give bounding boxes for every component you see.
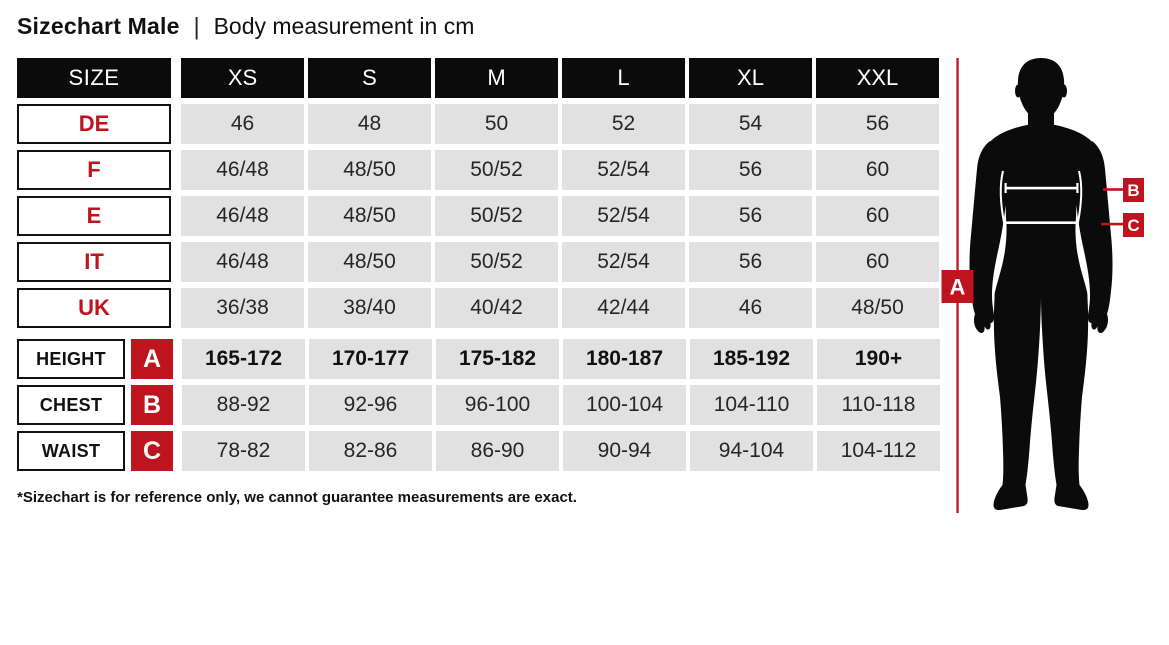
table-marker-b: B <box>131 385 173 425</box>
silhouette-ear-left <box>1015 85 1021 98</box>
table-marker-c: C <box>131 431 173 471</box>
measurement-value-cell: 86-90 <box>436 431 559 471</box>
size-table <box>17 58 940 477</box>
size-header-xl: XL <box>689 58 812 98</box>
measurement-value-cell: 165-172 <box>182 339 305 379</box>
size-value-cell: 50/52 <box>435 196 558 236</box>
size-value-cell: 36/38 <box>181 288 304 328</box>
size-value-cell: 46 <box>181 104 304 144</box>
size-value-cell: 56 <box>689 242 812 282</box>
size-header-xxl: XXL <box>816 58 939 98</box>
title-separator: | <box>193 12 200 40</box>
measurement-value-cell: 190+ <box>817 339 940 379</box>
size-header-xs: XS <box>181 58 304 98</box>
measurement-value-cell: 175-182 <box>436 339 559 379</box>
country-label-e: E <box>17 196 171 236</box>
measurement-value-cell: 82-86 <box>309 431 432 471</box>
size-value-cell: 46/48 <box>181 150 304 190</box>
measurement-value-cell: 185-192 <box>690 339 813 379</box>
size-value-cell: 56 <box>689 150 812 190</box>
size-row-f <box>17 150 940 190</box>
body-measurement-rows <box>17 339 940 471</box>
size-value-cell: 48/50 <box>308 150 431 190</box>
size-header-l: L <box>562 58 685 98</box>
table-marker-a: A <box>131 339 173 379</box>
size-header-s: S <box>308 58 431 98</box>
measurement-value-cell: 94-104 <box>690 431 813 471</box>
footnote: *Sizechart is for reference only, we cannot guarantee measurements are exact. <box>17 489 577 506</box>
size-value-cell: 46/48 <box>181 242 304 282</box>
size-row-de <box>17 104 940 144</box>
measurement-value-cell: 92-96 <box>309 385 432 425</box>
country-label-f: F <box>17 150 171 190</box>
size-row-uk <box>17 288 940 328</box>
size-value-cell: 50/52 <box>435 150 558 190</box>
figure-marker-c-label: C <box>1127 216 1140 235</box>
size-value-cell: 50 <box>435 104 558 144</box>
figure-marker-b-label: B <box>1127 181 1140 200</box>
male-figure-svg <box>940 55 1169 515</box>
marker-b-connector <box>1103 188 1123 191</box>
page-title-subtitle: Body measurement in cm <box>213 13 475 39</box>
silhouette-leg-left <box>994 291 1042 510</box>
measurement-value-cell: 180-187 <box>563 339 686 379</box>
waist-measure-line <box>1006 221 1076 224</box>
size-value-cell: 40/42 <box>435 288 558 328</box>
measurement-value-cell: 90-94 <box>563 431 686 471</box>
measurement-label-waist: WAIST <box>17 431 125 471</box>
measurement-row-height <box>17 339 940 379</box>
size-table-header-row <box>17 58 940 98</box>
size-value-cell: 48/50 <box>308 196 431 236</box>
country-size-rows <box>17 104 940 328</box>
size-value-cell: 60 <box>816 242 939 282</box>
measurement-label-chest: CHEST <box>17 385 125 425</box>
country-label-uk: UK <box>17 288 171 328</box>
measurement-row-chest <box>17 385 940 425</box>
size-value-cell: 38/40 <box>308 288 431 328</box>
size-value-cell: 52/54 <box>562 150 685 190</box>
size-row-e <box>17 196 940 236</box>
measurement-value-cell: 78-82 <box>182 431 305 471</box>
size-value-cell: 56 <box>689 196 812 236</box>
size-value-cell: 48 <box>308 104 431 144</box>
size-row-it <box>17 242 940 282</box>
size-value-cell: 52/54 <box>562 242 685 282</box>
size-value-cell: 42/44 <box>562 288 685 328</box>
size-value-cell: 60 <box>816 196 939 236</box>
size-column-header: SIZE <box>17 58 171 98</box>
male-measurement-figure <box>940 55 1169 515</box>
size-value-cell: 60 <box>816 150 939 190</box>
page-title <box>17 13 474 40</box>
measurement-value-cell: 110-118 <box>817 385 940 425</box>
male-silhouette <box>970 58 1113 510</box>
page-title-main: Sizechart Male <box>17 13 180 39</box>
measurement-row-waist <box>17 431 940 471</box>
size-value-cell: 56 <box>816 104 939 144</box>
country-label-de: DE <box>17 104 171 144</box>
figure-marker-a-label: A <box>949 274 966 300</box>
measurement-value-cell: 104-112 <box>817 431 940 471</box>
measurement-value-cell: 170-177 <box>309 339 432 379</box>
measurement-value-cell: 88-92 <box>182 385 305 425</box>
measurement-value-cell: 100-104 <box>563 385 686 425</box>
marker-c-connector <box>1101 223 1123 226</box>
measurement-label-height: HEIGHT <box>17 339 125 379</box>
country-label-it: IT <box>17 242 171 282</box>
size-value-cell: 46 <box>689 288 812 328</box>
chest-measure-line <box>1005 187 1079 190</box>
size-value-cell: 52/54 <box>562 196 685 236</box>
silhouette-leg-right <box>1041 291 1089 510</box>
size-value-cell: 48/50 <box>816 288 939 328</box>
size-value-cell: 46/48 <box>181 196 304 236</box>
size-value-cell: 50/52 <box>435 242 558 282</box>
size-header-m: M <box>435 58 558 98</box>
measurement-value-cell: 104-110 <box>690 385 813 425</box>
measurement-value-cell: 96-100 <box>436 385 559 425</box>
size-value-cell: 54 <box>689 104 812 144</box>
size-value-cell: 52 <box>562 104 685 144</box>
silhouette-ear-right <box>1061 85 1067 98</box>
size-value-cell: 48/50 <box>308 242 431 282</box>
